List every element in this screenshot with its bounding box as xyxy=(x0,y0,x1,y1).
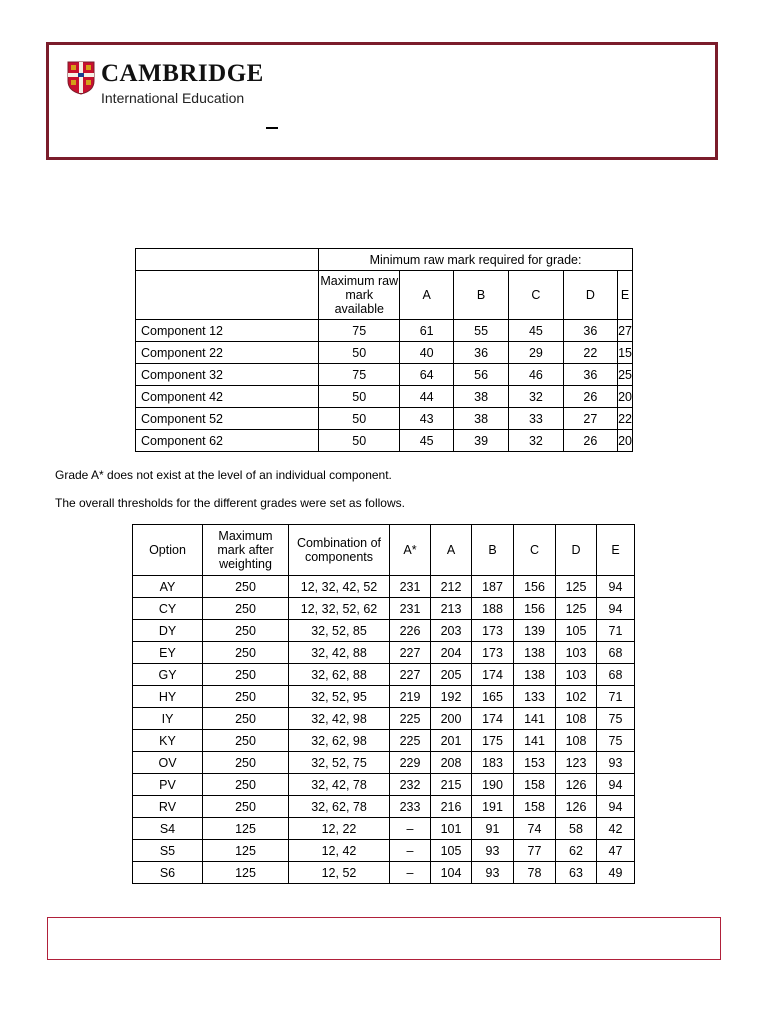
title-dash xyxy=(266,127,278,129)
table-cell: 188 xyxy=(472,598,514,620)
table-cell: 75 xyxy=(597,730,635,752)
table-cell: 75 xyxy=(597,708,635,730)
note-astar: Grade A* does not exist at the level of an individual component. xyxy=(55,468,392,482)
table-cell: 250 xyxy=(203,730,289,752)
component-threshold-table xyxy=(135,248,633,452)
table-row xyxy=(136,430,633,452)
table-cell: 40 xyxy=(400,342,454,364)
cambridge-logo xyxy=(67,61,264,106)
table-cell: 125 xyxy=(203,818,289,840)
table-cell: 27 xyxy=(618,320,633,342)
table-cell: 68 xyxy=(597,664,635,686)
component-label: Component 12 xyxy=(136,320,319,342)
table-cell: 108 xyxy=(556,730,597,752)
grade-group-header: Minimum raw mark required for grade: xyxy=(319,249,633,271)
table-cell: 213 xyxy=(431,598,472,620)
table-row xyxy=(136,249,633,271)
table-cell: 12, 22 xyxy=(289,818,390,840)
table-row xyxy=(136,408,633,430)
grade-header: D xyxy=(563,271,617,320)
option-code: S6 xyxy=(133,862,203,884)
table-cell: 61 xyxy=(400,320,454,342)
table-cell: 22 xyxy=(563,342,617,364)
table-row xyxy=(133,752,635,774)
table-cell: 231 xyxy=(390,576,431,598)
table-cell: 36 xyxy=(563,320,617,342)
table-cell: 158 xyxy=(514,774,556,796)
col-header: A* xyxy=(390,525,431,576)
table-cell: 56 xyxy=(453,364,508,386)
option-code: DY xyxy=(133,620,203,642)
table-cell: 205 xyxy=(431,664,472,686)
table-cell: 250 xyxy=(203,620,289,642)
option-code: IY xyxy=(133,708,203,730)
table-cell: 174 xyxy=(472,664,514,686)
table-cell: 75 xyxy=(319,364,400,386)
table-cell: 156 xyxy=(514,576,556,598)
table-cell: 104 xyxy=(431,862,472,884)
table-row xyxy=(133,620,635,642)
table-row xyxy=(136,386,633,408)
table-cell: 12, 32, 52, 62 xyxy=(289,598,390,620)
table-row xyxy=(133,862,635,884)
table-cell: 50 xyxy=(319,430,400,452)
table-cell: 94 xyxy=(597,576,635,598)
table-cell: – xyxy=(390,818,431,840)
table-cell: 32, 62, 88 xyxy=(289,664,390,686)
table-cell: 38 xyxy=(453,408,508,430)
table-cell: 55 xyxy=(453,320,508,342)
table-cell: 50 xyxy=(319,408,400,430)
option-code: KY xyxy=(133,730,203,752)
table-cell: 102 xyxy=(556,686,597,708)
col-header: C xyxy=(514,525,556,576)
table-cell: 12, 52 xyxy=(289,862,390,884)
table-cell: 45 xyxy=(400,430,454,452)
table-cell: 125 xyxy=(556,598,597,620)
table-cell: 158 xyxy=(514,796,556,818)
table-cell: 93 xyxy=(472,840,514,862)
table-cell: 105 xyxy=(431,840,472,862)
table-cell: 125 xyxy=(203,840,289,862)
brand-subtitle: International Education xyxy=(101,90,245,106)
table-cell: 43 xyxy=(400,408,454,430)
table-cell: 225 xyxy=(390,708,431,730)
table-cell: 250 xyxy=(203,686,289,708)
table-cell: 203 xyxy=(431,620,472,642)
component-label: Component 32 xyxy=(136,364,319,386)
table-cell: 133 xyxy=(514,686,556,708)
col-header: D xyxy=(556,525,597,576)
table-cell: 233 xyxy=(390,796,431,818)
table-cell: 68 xyxy=(597,642,635,664)
table-cell: 94 xyxy=(597,598,635,620)
table-cell: 125 xyxy=(203,862,289,884)
table-cell: 77 xyxy=(514,840,556,862)
grade-header: C xyxy=(509,271,563,320)
table-row xyxy=(136,364,633,386)
table-cell: 27 xyxy=(563,408,617,430)
table-cell: 165 xyxy=(472,686,514,708)
table-cell: 38 xyxy=(453,386,508,408)
table-row xyxy=(133,708,635,730)
table-cell: 46 xyxy=(509,364,563,386)
table-row xyxy=(136,342,633,364)
note-overall: The overall thresholds for the different grades were set as follows. xyxy=(55,496,405,510)
table-cell: 138 xyxy=(514,664,556,686)
table-cell: 42 xyxy=(597,818,635,840)
footer-box xyxy=(47,917,721,960)
max-mark-header: Maximum raw mark available xyxy=(319,271,400,320)
col-header: Maximum mark after weighting xyxy=(203,525,289,576)
table-cell: 39 xyxy=(453,430,508,452)
table-cell: 208 xyxy=(431,752,472,774)
option-code: CY xyxy=(133,598,203,620)
table-cell: 64 xyxy=(400,364,454,386)
table-cell: 212 xyxy=(431,576,472,598)
table-cell: – xyxy=(390,862,431,884)
table-cell: 47 xyxy=(597,840,635,862)
table-row xyxy=(133,730,635,752)
table-cell: 173 xyxy=(472,620,514,642)
table-cell: 250 xyxy=(203,576,289,598)
table-cell: 250 xyxy=(203,598,289,620)
table-cell: 139 xyxy=(514,620,556,642)
table-cell: 201 xyxy=(431,730,472,752)
table-cell: 173 xyxy=(472,642,514,664)
option-code: AY xyxy=(133,576,203,598)
table-row xyxy=(133,686,635,708)
table-cell: 32, 52, 75 xyxy=(289,752,390,774)
table-cell: 141 xyxy=(514,730,556,752)
table-cell: 20 xyxy=(618,430,633,452)
table-cell: 123 xyxy=(556,752,597,774)
table-cell: 200 xyxy=(431,708,472,730)
table-cell: 190 xyxy=(472,774,514,796)
table-cell: 153 xyxy=(514,752,556,774)
table-cell: 108 xyxy=(556,708,597,730)
table-row xyxy=(133,525,635,576)
table-cell: 15 xyxy=(618,342,633,364)
table-cell: 44 xyxy=(400,386,454,408)
table-cell: 32, 42, 78 xyxy=(289,774,390,796)
table-cell: 94 xyxy=(597,774,635,796)
table-cell: 93 xyxy=(597,752,635,774)
table-cell: 74 xyxy=(514,818,556,840)
table-cell: 50 xyxy=(319,342,400,364)
cambridge-crest-icon xyxy=(67,61,95,95)
table-row xyxy=(133,576,635,598)
table-cell: 250 xyxy=(203,708,289,730)
table-row xyxy=(133,642,635,664)
table-cell: 26 xyxy=(563,386,617,408)
table-cell: 250 xyxy=(203,642,289,664)
table-cell: 32 xyxy=(509,430,563,452)
table-cell: 75 xyxy=(319,320,400,342)
table-cell: 219 xyxy=(390,686,431,708)
table-cell: 227 xyxy=(390,642,431,664)
component-label: Component 42 xyxy=(136,386,319,408)
table-cell: 126 xyxy=(556,774,597,796)
col-header: Combination of components xyxy=(289,525,390,576)
table-cell: 71 xyxy=(597,686,635,708)
table-row xyxy=(133,774,635,796)
grade-header: A xyxy=(400,271,454,320)
component-label: Component 62 xyxy=(136,430,319,452)
table-cell: 93 xyxy=(472,862,514,884)
table-cell: 32 xyxy=(509,386,563,408)
table-cell: 58 xyxy=(556,818,597,840)
table-cell: 226 xyxy=(390,620,431,642)
option-code: S4 xyxy=(133,818,203,840)
table-row xyxy=(133,598,635,620)
table-cell: 227 xyxy=(390,664,431,686)
table-cell: 32, 52, 95 xyxy=(289,686,390,708)
table-cell: 91 xyxy=(472,818,514,840)
table-cell: 250 xyxy=(203,752,289,774)
table-cell: 250 xyxy=(203,796,289,818)
table-cell: 191 xyxy=(472,796,514,818)
table-cell: 126 xyxy=(556,796,597,818)
table-row xyxy=(133,664,635,686)
table-cell: 36 xyxy=(563,364,617,386)
col-header: B xyxy=(472,525,514,576)
table-cell: 250 xyxy=(203,664,289,686)
table-cell: 225 xyxy=(390,730,431,752)
table-cell: 12, 32, 42, 52 xyxy=(289,576,390,598)
table-cell: 32, 62, 98 xyxy=(289,730,390,752)
table-cell: 32, 62, 78 xyxy=(289,796,390,818)
table-cell: 78 xyxy=(514,862,556,884)
table-row xyxy=(133,840,635,862)
table-cell: 232 xyxy=(390,774,431,796)
table-cell: 12, 42 xyxy=(289,840,390,862)
table-cell: 101 xyxy=(431,818,472,840)
table-row xyxy=(133,818,635,840)
table-cell: 50 xyxy=(319,386,400,408)
brand-name: CAMBRIDGE xyxy=(101,60,264,87)
table-cell: 103 xyxy=(556,642,597,664)
option-code: S5 xyxy=(133,840,203,862)
table-cell: 138 xyxy=(514,642,556,664)
table-cell: 29 xyxy=(509,342,563,364)
table-cell: 192 xyxy=(431,686,472,708)
table-cell: 26 xyxy=(563,430,617,452)
option-code: OV xyxy=(133,752,203,774)
table-cell: 20 xyxy=(618,386,633,408)
header-box xyxy=(46,42,718,160)
option-code: GY xyxy=(133,664,203,686)
grade-header: E xyxy=(618,271,633,320)
table-cell: 62 xyxy=(556,840,597,862)
table-cell: 156 xyxy=(514,598,556,620)
grade-header: B xyxy=(453,271,508,320)
table-cell: 175 xyxy=(472,730,514,752)
col-header: A xyxy=(431,525,472,576)
table-row xyxy=(136,320,633,342)
table-cell: 204 xyxy=(431,642,472,664)
table-cell: 187 xyxy=(472,576,514,598)
table-row xyxy=(133,796,635,818)
table-row xyxy=(136,271,633,320)
table-cell: 250 xyxy=(203,774,289,796)
table-cell: 45 xyxy=(509,320,563,342)
option-code: HY xyxy=(133,686,203,708)
table-cell: 141 xyxy=(514,708,556,730)
option-code: EY xyxy=(133,642,203,664)
col-header: Option xyxy=(133,525,203,576)
overall-threshold-table xyxy=(132,524,635,884)
component-label: Component 22 xyxy=(136,342,319,364)
table-cell: 33 xyxy=(509,408,563,430)
col-header: E xyxy=(597,525,635,576)
table-cell: 32, 52, 85 xyxy=(289,620,390,642)
table-cell: 32, 42, 98 xyxy=(289,708,390,730)
table-cell: 216 xyxy=(431,796,472,818)
table-cell: 22 xyxy=(618,408,633,430)
component-label: Component 52 xyxy=(136,408,319,430)
table-cell: 231 xyxy=(390,598,431,620)
table-cell: 71 xyxy=(597,620,635,642)
option-code: RV xyxy=(133,796,203,818)
table-cell: 32, 42, 88 xyxy=(289,642,390,664)
table-cell: 105 xyxy=(556,620,597,642)
table-cell: 125 xyxy=(556,576,597,598)
table-cell: 49 xyxy=(597,862,635,884)
option-code: PV xyxy=(133,774,203,796)
table-cell: 174 xyxy=(472,708,514,730)
table-cell: 215 xyxy=(431,774,472,796)
table-cell: 36 xyxy=(453,342,508,364)
table-cell: 103 xyxy=(556,664,597,686)
table-cell: – xyxy=(390,840,431,862)
table-cell: 183 xyxy=(472,752,514,774)
table-cell: 63 xyxy=(556,862,597,884)
table-cell: 229 xyxy=(390,752,431,774)
table-cell: 25 xyxy=(618,364,633,386)
table-cell: 94 xyxy=(597,796,635,818)
